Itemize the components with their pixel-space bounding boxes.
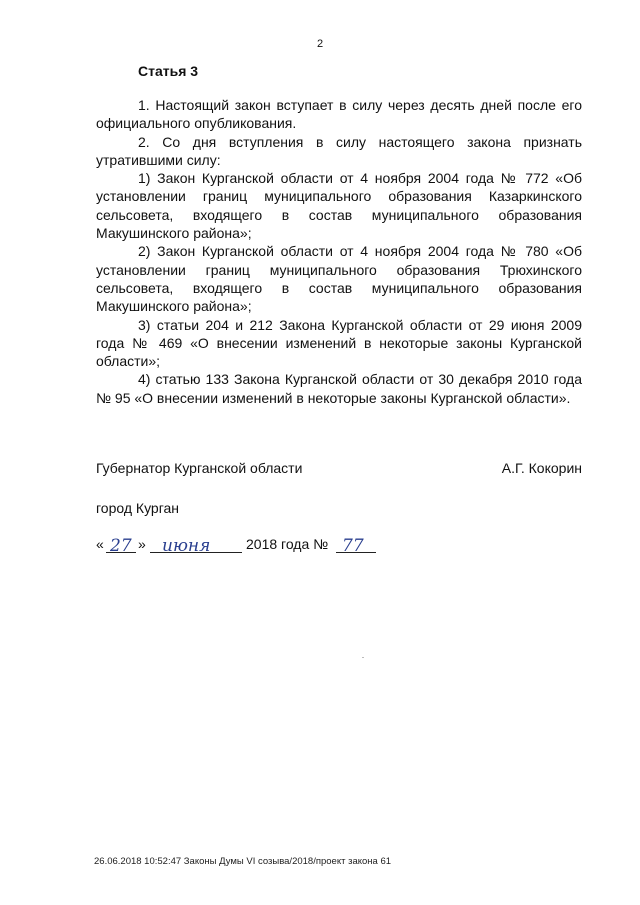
close-quote: » bbox=[138, 536, 146, 552]
city: город Курган bbox=[96, 500, 180, 516]
paragraph-1: 1. Настоящий закон вступает в силу через десять дней после его официального опубликования. bbox=[96, 97, 582, 132]
day-handwritten: 27 bbox=[110, 536, 132, 556]
number-underline bbox=[336, 552, 376, 553]
scan-dot bbox=[362, 657, 364, 658]
day-underline bbox=[106, 552, 136, 553]
footer: 26.06.2018 10:52:47 Законы Думы VI созыва/2018/проект закона 61 bbox=[94, 856, 392, 867]
signature-block bbox=[96, 460, 582, 476]
month-handwritten: июня bbox=[162, 536, 211, 556]
open-quote: « bbox=[96, 536, 104, 552]
month-underline bbox=[150, 552, 242, 553]
article-title: Статья 3 bbox=[138, 63, 199, 79]
item-1: 1) Закон Курганской области от 4 ноября 2004 года № 772 «Об установлении границ муниципального образования Казаркинского сельсовета, входящего в состав муниципального образования Макушинского района»; bbox=[96, 170, 582, 242]
item-3: 3) статьи 204 и 212 Закона Курганской области от 29 июня 2009 года № 469 «О внесении изменений в некоторые законы Курганской области»; bbox=[96, 316, 582, 370]
number-handwritten: 77 bbox=[342, 536, 364, 556]
year-text: 2018 года № bbox=[246, 536, 329, 552]
item-2: 2) Закон Курганской области от 4 ноября 2004 года № 780 «Об установлении границ муниципального образования Трюхинского сельсовета, входящего в состав муниципального образования Макушинского района»; bbox=[96, 243, 582, 315]
date-line bbox=[96, 530, 396, 554]
paragraph-2: 2. Со дня вступления в силу настоящего закона признать утратившими силу: bbox=[96, 133, 582, 168]
signatory-position: Губернатор Курганской области bbox=[96, 460, 303, 476]
article-body bbox=[96, 96, 582, 407]
page-number: 2 bbox=[316, 38, 324, 50]
signatory-name: А.Г. Кокорин bbox=[501, 460, 582, 476]
item-4: 4) статью 133 Закона Курганской области от 30 декабря 2010 года № 95 «О внесении изменений в некоторые законы Курганской области». bbox=[96, 371, 582, 406]
